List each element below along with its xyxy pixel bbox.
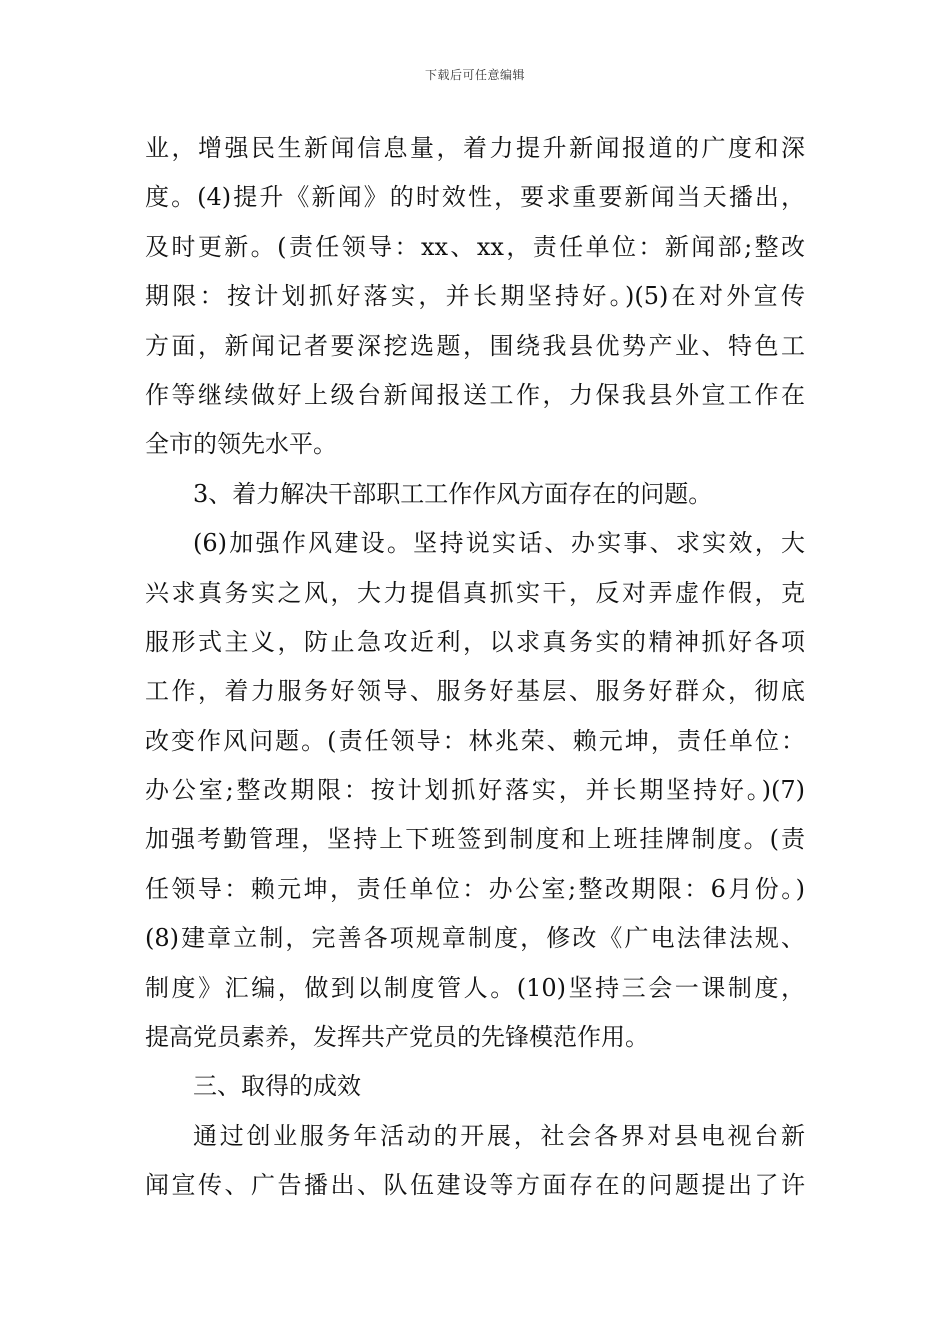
section-heading: 三、取得的成效 xyxy=(193,1072,361,1101)
text-line: 加强考勤管理，坚持上下班签到制度和上班挂牌制度。(责 xyxy=(145,825,805,854)
document-body xyxy=(145,124,805,1211)
text-line: 业，增强民生新闻信息量，着力提升新闻报道的广度和深 xyxy=(145,134,805,162)
text-line: 及时更新。(责任领导：xx、xx，责任单位：新闻部;整改 xyxy=(145,232,805,261)
text-line: 期限：按计划抓好落实，并长期坚持好。)(5)在对外宣传 xyxy=(145,282,805,311)
text-line: 闻宣传、广告播出、队伍建设等方面存在的问题提出了许 xyxy=(145,1171,805,1200)
page-header-watermark: 下载后可任意编辑 xyxy=(424,68,525,82)
text-line: (6)加强作风建设。坚持说实话、办实事、求实效，大 xyxy=(193,529,805,558)
text-line: 制度》汇编，做到以制度管人。(10)坚持三会一课制度， xyxy=(145,973,805,1002)
text-line: 度。(4)提升《新闻》的时效性，要求重要新闻当天播出， xyxy=(145,183,805,212)
text-line: 方面，新闻记者要深挖选题，围绕我县优势产业、特色工 xyxy=(145,331,805,360)
text-line: 办公室;整改期限：按计划抓好落实，并长期坚持好。)(7) xyxy=(145,776,805,805)
text-line: 工作，着力服务好领导、服务好基层、服务好群众，彻底 xyxy=(145,677,805,706)
text-line: 改变作风问题。(责任领导：林兆荣、赖元坤，责任单位： xyxy=(145,726,805,755)
text-line: 兴求真务实之风，大力提倡真抓实干，反对弄虚作假，克 xyxy=(145,578,805,607)
text-line: (8)建章立制，完善各项规章制度，修改《广电法律法规、 xyxy=(145,924,805,953)
text-line: 服形式主义，防止急攻近利，以求真务实的精神抓好各项 xyxy=(145,627,805,656)
text-line: 任领导：赖元坤，责任单位：办公室;整改期限：6月份。) xyxy=(145,874,805,903)
text-line: 通过创业服务年活动的开展，社会各界对县电视台新 xyxy=(193,1121,805,1150)
text-line: 作等继续做好上级台新闻报送工作，力保我县外宣工作在 xyxy=(145,380,805,409)
text-line: 全市的领先水平。 xyxy=(145,430,337,459)
text-line: 提高党员素养，发挥共产党员的先锋模范作用。 xyxy=(145,1023,649,1052)
section-heading: 3、着力解决干部职工工作作风方面存在的问题。 xyxy=(193,479,713,508)
